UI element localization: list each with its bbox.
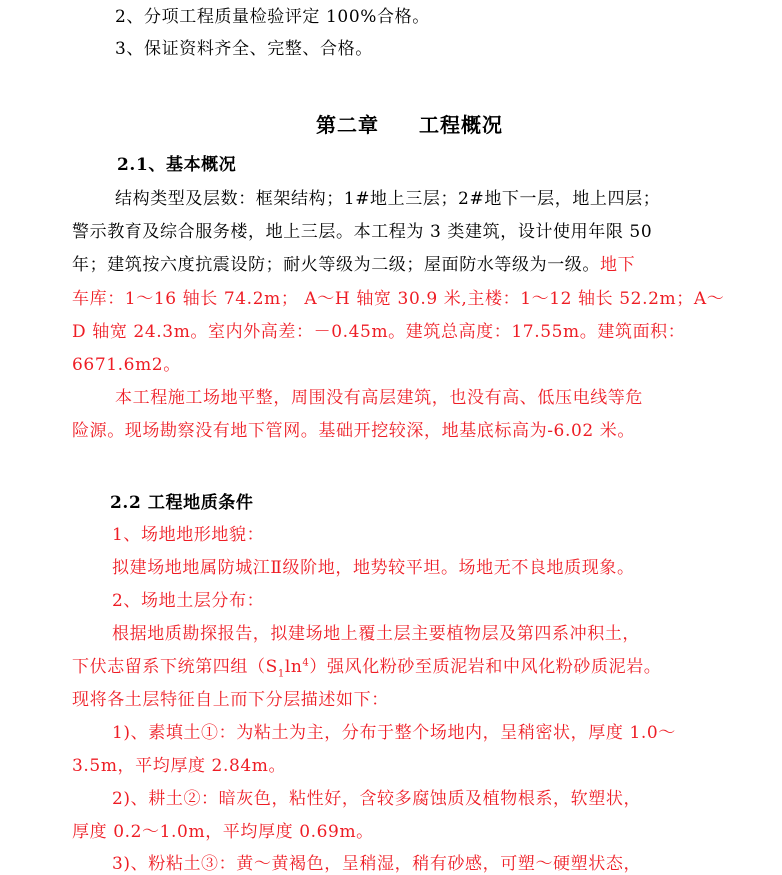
chapter-heading: [316, 114, 503, 136]
layer-2-line-1: 2)、耕土②：暗灰色，粘性好，含较多腐蚀质及植物根系，软塑状，: [112, 789, 642, 809]
overview-line-1: 结构类型及层数：框架结构；1#地上三层；2#地下一层，地上四层；: [115, 189, 661, 209]
layer-1-line-2: 3.5m，平均厚度 2.84m。: [72, 756, 287, 776]
overview-line-3-red: 地下: [600, 255, 636, 275]
geology-line-3: 现将各土层特征自上而下分层描述如下：: [72, 690, 389, 710]
intro-item-3: 3、保证资料齐全、完整、合格。: [115, 39, 373, 59]
subsection-1-heading: 1、场地地形地貌：: [112, 525, 265, 545]
subsection-2-heading: 2、场地土层分布：: [112, 591, 265, 611]
subsection-1-text: 拟建场地地属防城江Ⅱ级阶地，地势较平坦。场地无不良地质现象。: [112, 558, 635, 578]
geology-superscript: 4: [302, 657, 310, 669]
layer-3-line-1: 3)、粉粘土③：黄～黄褐色，呈稍湿，稍有砂感，可塑～硬塑状态，: [112, 854, 642, 874]
site-line-1: 本工程施工场地平整，周围没有高层建筑，也没有高、低压电线等危: [115, 388, 643, 408]
geology-subscript: 1: [277, 668, 285, 680]
overview-line-2: 警示教育及综合服务楼，地上三层。本工程为 3 类建筑，设计使用年限 50: [72, 222, 653, 242]
geology-line-2-b: ln: [284, 657, 303, 677]
section-2-1-heading: 2.1、基本概况: [117, 155, 237, 175]
chapter-number: 第二章: [316, 113, 379, 137]
overview-line-3: [72, 254, 635, 276]
chapter-title: 工程概况: [419, 113, 503, 137]
geology-line-1: 根据地质勘探报告，拟建场地上覆土层主要植物层及第四系冲积土，: [112, 624, 640, 644]
overview-line-3-black: 年；建筑按六度抗震设防；耐火等级为二级；屋面防水等级为一级。: [72, 255, 600, 275]
geology-line-2-c: ）强风化粉砂至质泥岩和中风化粉砂质泥岩。: [309, 657, 662, 677]
site-line-2: 险源。现场勘察没有地下管网。基础开挖较深，地基底标高为-6.02 米。: [72, 421, 635, 441]
overview-line-6: 6671.6m2。: [72, 355, 181, 375]
overview-line-4: 车库：1～16 轴长 74.2m； A～H 轴宽 30.9 米,主楼：1～12 轴长 52.2m；A～: [72, 289, 725, 309]
intro-item-2: 2、分项工程质量检验评定 100%合格。: [115, 7, 430, 27]
section-2-2-heading: 2.2 工程地质条件: [110, 493, 254, 513]
layer-1-line-1: 1)、素填土①：为粘土为主，分布于整个场地内，呈稍密状，厚度 1.0～: [112, 723, 676, 743]
geology-line-2: [72, 656, 661, 678]
overview-line-5: D 轴宽 24.3m。室内外高差：－0.45m。建筑总高度：17.55m。建筑面积：: [72, 322, 686, 342]
geology-line-2-a: 下伏志留系下统第四组（S: [72, 657, 278, 677]
layer-2-line-2: 厚度 0.2～1.0m，平均厚度 0.69m。: [72, 822, 374, 842]
